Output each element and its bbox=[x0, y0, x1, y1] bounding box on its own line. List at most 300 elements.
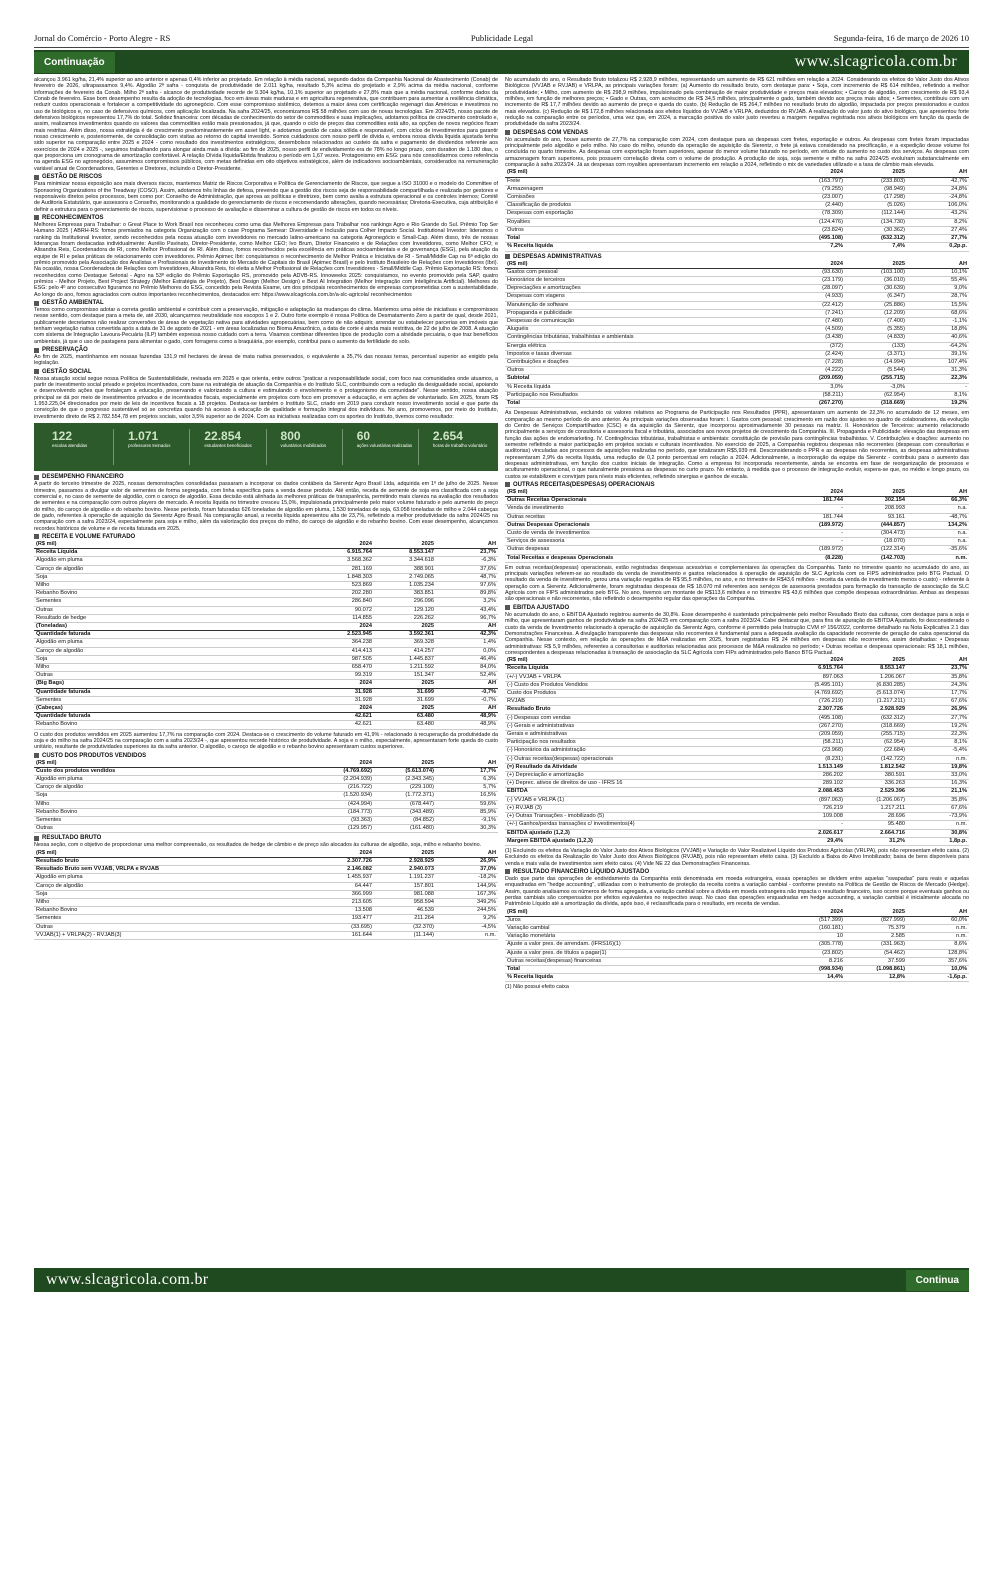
table-row bbox=[505, 722, 969, 730]
cell-value: 28.696 bbox=[845, 813, 907, 821]
footnote: (1) Excluindo os efeitos da Variação do Valor Justo dos Ativos Biológicos (VVJAB) e Variação do Valor Realizável Líquido dos Produtos Agrícolas (VRLPA), pois não representam efeito caixa. (2) Excluindo os efeitos da Realização do Valor Justo dos Ativos Biológicos (RVJAB), pois não representam efeito caixa. (3) Excluído a Baixa do Ativo Imobilizado; baixa de bens disponíveis para venda e mais valia de investimentos sem efeito caixa. (4) Vide NE 22 das Demonstrações Financeiras. bbox=[505, 847, 969, 867]
cell-value: (30.362) bbox=[845, 226, 907, 234]
row-label: Custo dos Produtos bbox=[505, 690, 783, 698]
row-label: Rebanho Bovino bbox=[34, 808, 312, 816]
cell-value: (93.363) bbox=[312, 817, 374, 825]
row-label: Custo de venda de investimentos bbox=[505, 529, 783, 537]
cell-value: (84.852) bbox=[374, 817, 436, 825]
cell-value: (5.355) bbox=[845, 326, 907, 334]
row-label: Variação monetária bbox=[505, 933, 783, 941]
cell-value: 414.257 bbox=[374, 647, 436, 655]
row-label: Soja bbox=[34, 792, 312, 800]
table-row bbox=[505, 301, 969, 309]
section-heading bbox=[34, 753, 498, 759]
cell-value: 1.455.937 bbox=[312, 874, 374, 882]
cell-value: 10,0% bbox=[907, 966, 969, 974]
cell-value: 66,3% bbox=[907, 497, 969, 505]
cell-value: (5.026) bbox=[845, 202, 907, 210]
cell-value: (163.797) bbox=[783, 177, 845, 185]
cell-value: 1.206.067 bbox=[845, 673, 907, 681]
company-url: www.slcagricola.com.br bbox=[46, 1271, 209, 1288]
table-row bbox=[34, 606, 498, 614]
cell-value: -64,2% bbox=[907, 342, 969, 350]
cell-value: (18.070) bbox=[845, 538, 907, 546]
cell-value: 6.915.764 bbox=[312, 549, 374, 557]
impact-label: horas de trabalho voluntário bbox=[432, 443, 488, 449]
section-title: RECEITA E VOLUME FATURADO bbox=[42, 533, 136, 540]
cell-value: (827.999) bbox=[845, 916, 907, 924]
cell-value: AH bbox=[907, 169, 969, 177]
date-page: Segunda-feira, 16 de março de 2026 10 bbox=[833, 33, 969, 43]
cell-value: 193.477 bbox=[312, 915, 374, 923]
cell-value: AH bbox=[436, 680, 498, 688]
table-row bbox=[34, 866, 498, 874]
cell-value: 2025 bbox=[845, 261, 907, 269]
table-row bbox=[505, 399, 969, 407]
row-label: Caroço de algodão bbox=[34, 882, 312, 890]
cell-value: 85,9% bbox=[436, 808, 498, 816]
cell-value: 93.161 bbox=[845, 513, 907, 521]
cell-value: 63.480 bbox=[374, 721, 436, 729]
cell-value: AH bbox=[436, 760, 498, 768]
table-row bbox=[505, 780, 969, 788]
cell-value: 23,7% bbox=[436, 549, 498, 557]
paragraph: Temos como compromisso adotar a correta gestão ambiental e contribuir com a preservação, mitigação e adaptação às mudanças do clima. Mantemos uma série de iniciativas e compromissos nesse sentido, com destaque para a meta de, até 2030, alcançarmos neutralidade nos escopos 1 e 2. Outro forte exemplo é nossa Política de Desmatamento Zero a partir de qual, desde 2021, publicamente decretamos não realizar conversões de áreas de vegetação nativa para atividades agropecuárias, bem como de não adquirir, arrendar ou estabelecer parcerias em imóveis que tenham vegetação nativa convertida após a data de 31 de agosto de 2021 - em áreas localizadas no Bioma Amazônico, a data de corte é ainda mais restritiva, de 22 de julho de 2008. A atuação com sistema de Integração Lavoura-Pecuária (ILP) também expressa nosso cuidado com a terra. Visamos combinar diferentes tipos de produção com a atividade pecuária, o que traz benefícios ambientais, já que o uso de pastagens para alimentar o gado, com forragens como a braquiária, por exemplo, contribui para o aumento da fertilidade do solo. bbox=[34, 307, 498, 345]
cell-value: 1,4% bbox=[436, 639, 498, 647]
row-label: (R$ mil) bbox=[505, 657, 783, 665]
row-label: Total bbox=[505, 399, 783, 407]
cell-value: (98.949) bbox=[845, 185, 907, 193]
cell-value: 10 bbox=[783, 933, 845, 941]
row-label: Milho bbox=[34, 800, 312, 808]
row-label: Caroço de algodão bbox=[34, 784, 312, 792]
cell-value: 336.263 bbox=[845, 780, 907, 788]
cell-value: (23.968) bbox=[783, 747, 845, 755]
ebitda-table bbox=[505, 657, 969, 846]
cell-value: (160.181) bbox=[783, 925, 845, 933]
section-title: RECONHECIMENTOS bbox=[42, 214, 104, 221]
row-label: (+) Depreciação e amortização bbox=[505, 772, 783, 780]
table-row bbox=[34, 631, 498, 639]
paragraph: A partir do terceiro trimestre de 2025, nossas demonstrações consolidadas passaram a incorporar os dados contábeis da Sierentz Agro Brasil Ltda, adquirida em 1º de julho de 2025. Nesse trimestre, passamos a divulgar valor de sementes de forma segregada, com linha específica para a venda desse produto. Até então, receita de semente de soja era classificada com a soja comercial e, no caso de semente de algodão, com o caroço de algodão. Essa decisão está alinhada às melhores práticas de transparência, permitindo mais clareza na avaliação dos resultados de sementes e na comparação com outros players de mercado. A receita líquida no trimestre cresceu 15,0%, impulsionada principalmente pelo maior volume faturado e pelo aumento do preço do milho, do caroço de algodão e do rebanho bovino. Nesse período, foram faturadas 626 toneladas de algodão em pluma, 1.530 toneladas de soja, 63.058 toneladas de milho e 2.044 cabeças de gado, referentes à operação de aquisição da Sierentz Agro Brasil. Na comparação anual, a receita líquida apresentou alta de 23,7%, refletindo a melhor produtividade da safra 2024/25 na comparação com a safra 2023/24, especialmente para soja e milho, além da valorização dos preços do milho, do caroço de algodão e do rebanho bovino. Com esse desempenho, alcançamos recordes históricos de volume e de receita faturada em 2025. bbox=[34, 481, 498, 532]
cell-value: 897.063 bbox=[783, 673, 845, 681]
cell-value: 208.993 bbox=[845, 505, 907, 513]
cell-value: (267.270) bbox=[783, 399, 845, 407]
cell-value: 109.008 bbox=[783, 813, 845, 821]
table-row bbox=[505, 813, 969, 821]
table-row bbox=[505, 489, 969, 497]
bullet-square-icon bbox=[505, 254, 510, 259]
table-row bbox=[34, 655, 498, 663]
table-row bbox=[34, 890, 498, 898]
cell-value: n.a. bbox=[907, 505, 969, 513]
table-row bbox=[505, 210, 969, 218]
cell-value: 37,0% bbox=[436, 866, 498, 874]
cell-value: 40,6% bbox=[907, 334, 969, 342]
row-label: Honorários de terceiros bbox=[505, 276, 783, 284]
cell-value: (122.314) bbox=[845, 546, 907, 554]
table-row bbox=[505, 309, 969, 317]
row-label: Milho bbox=[34, 899, 312, 907]
impact-stat bbox=[419, 429, 494, 465]
row-label: Resultado Bruto sem VVJAB, VRLPA e RVJAB bbox=[34, 866, 312, 874]
cell-value: 1.191.237 bbox=[374, 874, 436, 882]
cell-value: 289.102 bbox=[783, 780, 845, 788]
cell-value: 2.146.082 bbox=[312, 866, 374, 874]
selling-expenses-table bbox=[505, 169, 969, 251]
cell-value: 24,8% bbox=[907, 185, 969, 193]
social-impact-banner bbox=[34, 423, 498, 471]
table-row bbox=[34, 800, 498, 808]
cell-value: (124.476) bbox=[783, 218, 845, 226]
cell-value: (6.347) bbox=[845, 293, 907, 301]
table-row bbox=[505, 185, 969, 193]
cell-value: - bbox=[783, 821, 845, 829]
row-label: (R$ mil) bbox=[505, 909, 783, 917]
gross-profit-table bbox=[34, 850, 498, 940]
table-row bbox=[34, 857, 498, 865]
row-label: (-) Gerais e administrativas bbox=[505, 722, 783, 730]
cell-value: 19,8% bbox=[907, 763, 969, 771]
cell-value: 213.605 bbox=[312, 899, 374, 907]
row-label: Ajuste a valor pres. de títulos a pagar(1) bbox=[505, 949, 783, 957]
row-label: Juros bbox=[505, 916, 783, 924]
table-row bbox=[505, 739, 969, 747]
table-row bbox=[505, 268, 969, 276]
row-label: Receita Líquida bbox=[505, 665, 783, 673]
section-name: Publicidade Legal bbox=[470, 33, 534, 43]
cell-value: (28.097) bbox=[783, 285, 845, 293]
table-row bbox=[505, 546, 969, 554]
row-label: (-) Despesas com vendas bbox=[505, 714, 783, 722]
cell-value: 380.591 bbox=[845, 772, 907, 780]
cell-value: (2.440) bbox=[783, 202, 845, 210]
cell-value: (23.802) bbox=[783, 949, 845, 957]
table-row bbox=[505, 714, 969, 722]
table-row bbox=[34, 899, 498, 907]
table-row bbox=[505, 350, 969, 358]
cell-value: n.m. bbox=[907, 554, 969, 562]
row-label: Comissões bbox=[505, 194, 783, 202]
row-label: (-) Honorários da administração bbox=[505, 747, 783, 755]
row-label: Sementes bbox=[34, 915, 312, 923]
row-label: Gerais e administrativas bbox=[505, 731, 783, 739]
bullet-square-icon bbox=[34, 534, 39, 539]
cell-value: 128,8% bbox=[907, 949, 969, 957]
cell-value: (12.209) bbox=[845, 309, 907, 317]
row-label: Total bbox=[505, 966, 783, 974]
table-row bbox=[34, 915, 498, 923]
cell-value: (93.630) bbox=[783, 268, 845, 276]
cell-value: 8,1% bbox=[907, 391, 969, 399]
cell-value: (7.480) bbox=[783, 317, 845, 325]
row-label: Outras despesas bbox=[505, 546, 783, 554]
table-row bbox=[34, 541, 498, 549]
cell-value: 42.621 bbox=[312, 721, 374, 729]
bullet-square-icon bbox=[34, 348, 39, 353]
cell-value: (58.211) bbox=[783, 739, 845, 747]
cell-value: 7,2% bbox=[783, 243, 845, 251]
cell-value: 31.699 bbox=[374, 696, 436, 704]
row-label: Variação cambial bbox=[505, 925, 783, 933]
cell-value: 31,2% bbox=[845, 837, 907, 845]
row-label: Outras receitas(despesas) financeiras bbox=[505, 957, 783, 965]
row-label: Subtotal bbox=[505, 375, 783, 383]
cell-value: 2025 bbox=[374, 760, 436, 768]
cell-value: 8.553.147 bbox=[845, 665, 907, 673]
row-label: Caroço de algodão bbox=[34, 647, 312, 655]
row-label: Rebanho Bovino bbox=[34, 590, 312, 598]
table-row bbox=[505, 829, 969, 837]
impact-number: 2.654 bbox=[432, 429, 463, 444]
cell-value: (184.773) bbox=[312, 808, 374, 816]
cell-value: 33,0% bbox=[907, 772, 969, 780]
row-label: Algodão em pluma bbox=[34, 639, 312, 647]
cell-value: 96,7% bbox=[436, 614, 498, 622]
cell-value: 14,4% bbox=[783, 974, 845, 982]
table-row bbox=[34, 874, 498, 882]
cell-value: 26,9% bbox=[436, 857, 498, 865]
cell-value: n.a. bbox=[907, 529, 969, 537]
cell-value: (4.222) bbox=[783, 367, 845, 375]
cell-value: (444.857) bbox=[845, 521, 907, 529]
row-label: Armazenagem bbox=[505, 185, 783, 193]
cell-value: (22.684) bbox=[845, 747, 907, 755]
row-label: (-) Custo dos Produtos Vendidos bbox=[505, 681, 783, 689]
cell-value: (5.613.074) bbox=[845, 690, 907, 698]
table-row bbox=[505, 218, 969, 226]
bullet-square-icon bbox=[505, 605, 510, 610]
cell-value: 658.470 bbox=[312, 663, 374, 671]
row-label: (Cabeças) bbox=[34, 704, 312, 712]
paragraph: No acumulado do ano, o EBITDA Ajustado registrou aumento de 30,8%. Esse desempenho é sustentado principalmente pelo melhor Resultado Bruto das culturas, com destaque para a soja e milho, que apresentaram ganhos de produtividade na safra 2024/25 em comparação com a safra 2023/24. Cabe destacar que, para fins de apuração do EBITDA Ajustado, foi desconsiderado o custo da venda de Investimento relacionado à operação de aquisição da Sierentz Agro, conforme é permitido pela Instrução CVM nº 156/2022, conforme detalhado na Nota Explicativa 2.1 das Demonstrações Financeiras. A divulgação transparente das despesas não recorrentes é fundamental para a adequada avaliação da capacidade recorrente de geração de caixa operacional da Companhia. Nesse contexto, em relação às operações de M&A realizadas em 2025, foram registradas R$ 24 milhões em despesas não recorrentes, assim detalhadas: • Despesas administrativas: R$ 5,9 milhões, referentes a consultorias e auditorias relacionadas aos processos de M&A realizados no período; • Outras receitas e despesas operacionais: R$ 18,1 milhões, correspondentes a despesas relacionadas à transação de associação da SLC Agrícola com FIPs administrados pelo Banco BTG Pactual. bbox=[505, 611, 969, 656]
cell-value: (1.206.067) bbox=[845, 796, 907, 804]
paragraph: Ao fim de 2025, mantínhamos em nossas fazendas 131,9 mil hectares de áreas de mata nativa preservados, o equivalente a 35,7% das nossas terras, percentual superior ao exigido pela legislação. bbox=[34, 354, 498, 367]
cell-value: (5.495.101) bbox=[783, 681, 845, 689]
cell-value: (4.509) bbox=[783, 326, 845, 334]
table-row bbox=[34, 721, 498, 729]
cell-value: - bbox=[783, 529, 845, 537]
section-heading bbox=[34, 474, 498, 480]
cell-value: (129.957) bbox=[312, 825, 374, 833]
impact-number: 60 bbox=[356, 429, 371, 444]
cell-value: 52,4% bbox=[436, 672, 498, 680]
cell-value: 144,9% bbox=[436, 882, 498, 890]
revenue-volume-table bbox=[34, 541, 498, 730]
cell-value: n.a. bbox=[907, 538, 969, 546]
cell-value: 19,2% bbox=[907, 722, 969, 730]
table-row bbox=[34, 760, 498, 768]
row-label: (+) RVJAB (3) bbox=[505, 804, 783, 812]
cell-value: -6,3% bbox=[436, 557, 498, 565]
table-row bbox=[505, 529, 969, 537]
table-row bbox=[505, 383, 969, 391]
cell-value: 3,2% bbox=[436, 598, 498, 606]
bullet-square-icon bbox=[34, 753, 39, 758]
cell-value: 89,8% bbox=[436, 590, 498, 598]
cell-value: (678.447) bbox=[374, 800, 436, 808]
cell-value: 349,2% bbox=[436, 899, 498, 907]
cell-value: 42,7% bbox=[907, 177, 969, 185]
cell-value: 1.445.837 bbox=[374, 655, 436, 663]
cell-value: (17.298) bbox=[845, 194, 907, 202]
row-label: Royalties bbox=[505, 218, 783, 226]
cell-value: 958.594 bbox=[374, 899, 436, 907]
cell-value: 23,7% bbox=[907, 665, 969, 673]
cell-value: 15,5% bbox=[907, 301, 969, 309]
row-label: Gastos com pessoal bbox=[505, 268, 783, 276]
cell-value: 95.480 bbox=[845, 821, 907, 829]
section-heading bbox=[34, 300, 498, 306]
cell-value: (112.144) bbox=[845, 210, 907, 218]
cell-value: 2024 bbox=[312, 760, 374, 768]
row-label: Propaganda e publicidade bbox=[505, 309, 783, 317]
table-row bbox=[505, 706, 969, 714]
cell-value: 302.154 bbox=[845, 497, 907, 505]
table-row bbox=[505, 285, 969, 293]
table-row bbox=[34, 808, 498, 816]
cell-value: (36.010) bbox=[845, 276, 907, 284]
cell-value: - bbox=[907, 383, 969, 391]
cell-value: (255.715) bbox=[845, 375, 907, 383]
cell-value: n.m. bbox=[907, 933, 969, 941]
cell-value: 2.026.617 bbox=[783, 829, 845, 837]
table-row bbox=[505, 521, 969, 529]
cell-value: -24,8% bbox=[907, 194, 969, 202]
cell-value: (4.769.692) bbox=[783, 690, 845, 698]
table-row bbox=[505, 261, 969, 269]
cell-value: (5.544) bbox=[845, 367, 907, 375]
row-label: (+/-) Ganhos/perdas transações c/ investimentos(4) bbox=[505, 821, 783, 829]
table-row bbox=[34, 680, 498, 688]
table-row bbox=[34, 923, 498, 931]
cell-value: 24,3% bbox=[907, 681, 969, 689]
table-row bbox=[505, 821, 969, 829]
cell-value: (58.211) bbox=[783, 391, 845, 399]
section-heading bbox=[34, 174, 498, 180]
cell-value: 2025 bbox=[374, 704, 436, 712]
cell-value: 97,6% bbox=[436, 581, 498, 589]
cell-value: 2.529.396 bbox=[845, 788, 907, 796]
table-row bbox=[505, 804, 969, 812]
newspaper-name: Jornal do Comércio - Porto Alegre - RS bbox=[34, 33, 171, 43]
cell-value: (1.098.861) bbox=[845, 966, 907, 974]
row-label: Classificação de produtos bbox=[505, 202, 783, 210]
cell-value: AH bbox=[436, 622, 498, 630]
table-row bbox=[505, 909, 969, 917]
cell-value: (62.954) bbox=[845, 739, 907, 747]
cell-value: (7.400) bbox=[845, 317, 907, 325]
cell-value: 37.599 bbox=[845, 957, 907, 965]
cell-value: 129.120 bbox=[374, 606, 436, 614]
row-label: Soja bbox=[34, 890, 312, 898]
cell-value: -18,2% bbox=[436, 874, 498, 882]
cell-value: (103.100) bbox=[845, 268, 907, 276]
row-label: (-) VVJAB e VRLPA (1) bbox=[505, 796, 783, 804]
table-row bbox=[505, 916, 969, 924]
cell-value: 286.202 bbox=[783, 772, 845, 780]
admin-expenses-table bbox=[505, 261, 969, 409]
section-title: DESEMPENHO FINANCEIRO bbox=[42, 474, 124, 481]
table-row bbox=[505, 505, 969, 513]
row-label: % Receita líquida bbox=[505, 383, 783, 391]
bullet-square-icon bbox=[34, 475, 39, 480]
cell-value: 64.447 bbox=[312, 882, 374, 890]
cell-value: 2.928.929 bbox=[845, 706, 907, 714]
section-heading bbox=[34, 534, 498, 540]
cell-value: 211.264 bbox=[374, 915, 436, 923]
row-label: Energia elétrica bbox=[505, 342, 783, 350]
table-row bbox=[34, 784, 498, 792]
cell-value: 42.621 bbox=[312, 713, 374, 721]
cell-value: AH bbox=[907, 657, 969, 665]
cell-value: -0,7% bbox=[436, 688, 498, 696]
cell-value: (23.007) bbox=[783, 194, 845, 202]
company-url: www.slcagricola.com.br bbox=[794, 53, 957, 70]
cell-value: (54.462) bbox=[845, 949, 907, 957]
section-title: RESULTADO FINANCEIRO LÍQUIDO AJUSTADO bbox=[513, 868, 650, 875]
cell-value: 21,1% bbox=[907, 788, 969, 796]
cell-value: 357,6% bbox=[907, 957, 969, 965]
cell-value: 369.328 bbox=[374, 639, 436, 647]
section-title: PRESERVAÇÃO bbox=[42, 347, 88, 354]
table-row bbox=[34, 614, 498, 622]
cell-value: AH bbox=[907, 489, 969, 497]
cell-value: n.m. bbox=[907, 755, 969, 763]
cell-value: 2024 bbox=[783, 169, 845, 177]
row-label: (Big Bags) bbox=[34, 680, 312, 688]
table-row bbox=[34, 573, 498, 581]
cell-value: 226.262 bbox=[374, 614, 436, 622]
cell-value: (161.480) bbox=[374, 825, 436, 833]
cell-value: 59,6% bbox=[436, 800, 498, 808]
paragraph: O custo dos produtos vendidos em 2025 aumentou 17,7% na comparação com 2024. Destaca-se o crescimento do volume faturado em 41,9% - relacionado à recuperação da produtividade da soja e do milho na safra 2024/25 na comparação com a safra 2023/24 -, que apresentou recorde histórico de produtividade. A soja e o milho, especialmente, apresentaram forte queda do custo unitário, resultante de produtividades superiores às da safra anterior. O algodão, o caroço de algodão e o rebanho bovino apresentaram custos superiores. bbox=[34, 731, 498, 751]
cell-value: 19,2% bbox=[907, 399, 969, 407]
row-label: Frete bbox=[505, 177, 783, 185]
impact-label: escolas atendidas bbox=[52, 443, 88, 449]
cell-value: (424.994) bbox=[312, 800, 374, 808]
cell-value: 8.553.147 bbox=[374, 549, 436, 557]
cell-value: 2.928.929 bbox=[374, 857, 436, 865]
table-row bbox=[505, 665, 969, 673]
cell-value: 31.928 bbox=[312, 688, 374, 696]
cell-value: 1.513.149 bbox=[783, 763, 845, 771]
cell-value: 16,3% bbox=[907, 780, 969, 788]
cell-value: 2025 bbox=[845, 169, 907, 177]
cell-value: (2.343.345) bbox=[374, 776, 436, 784]
impact-number: 22.854 bbox=[204, 429, 242, 444]
cell-value: 2025 bbox=[374, 680, 436, 688]
impact-number: 1.071 bbox=[128, 429, 159, 444]
table-row bbox=[505, 657, 969, 665]
section-title: GESTÃO AMBIENTAL bbox=[42, 300, 104, 306]
table-row bbox=[34, 704, 498, 712]
cell-value: 2.940.073 bbox=[374, 866, 436, 874]
table-row bbox=[505, 966, 969, 974]
table-row bbox=[505, 796, 969, 804]
cell-value: 981.088 bbox=[374, 890, 436, 898]
table-row bbox=[505, 698, 969, 706]
table-row bbox=[505, 202, 969, 210]
other-operating-table bbox=[505, 489, 969, 563]
cell-value: (726.219) bbox=[783, 698, 845, 706]
row-label: Despesas com exportação bbox=[505, 210, 783, 218]
table-row bbox=[34, 647, 498, 655]
row-label: Despesas de comunicação bbox=[505, 317, 783, 325]
cell-value: -73,9% bbox=[907, 813, 969, 821]
cell-value: (209.059) bbox=[783, 375, 845, 383]
paragraph: Dado que parte das operações de endividamento da Companhia está denominada em moeda estrangeira, essas operações se dividem entre aquelas "swapadas" para reais e aquelas enquadradas em "hedge accounting", utilizadas com o instrumento de proteção da receita contra a variação cambial - conforme previsto na Política de Gestão de Riscos de Mercado (Hedge). Assim, quando analisamos os números de forma agregada, a variação cambial sobre a dívida em moeda estrangeira não impacta o resultado financeiro, isso ocorre porque eventuais ganhos ou perdas cambiais são compensados por efeitos equivalentes no respectivo swap. No caso das operações enquadradas em hedge accounting, a variação cambial é inicialmente alocada no Patrimônio Líquido até a amortização da dívida, após isso, é reclassificada para o resultado, em receita de vendas. bbox=[505, 875, 969, 908]
